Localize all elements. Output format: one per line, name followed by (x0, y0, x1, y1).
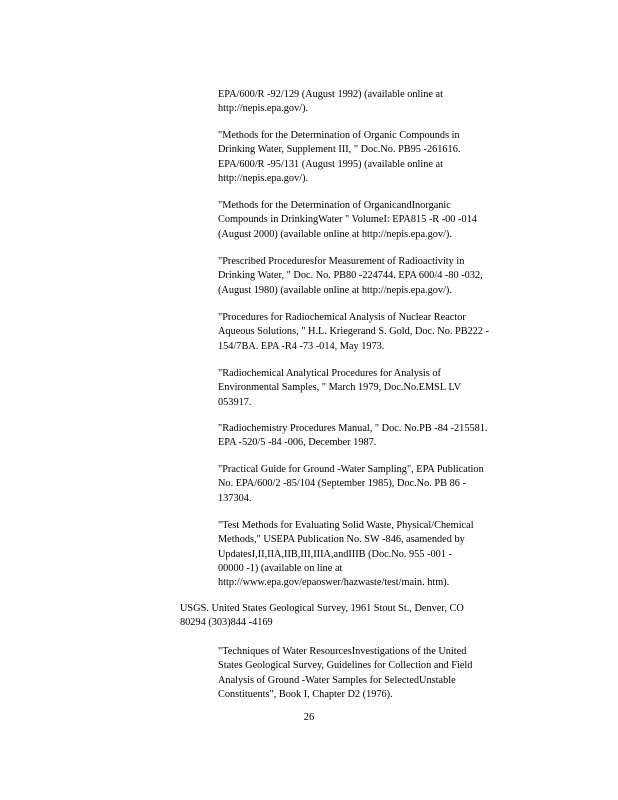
organization-line: 80294 (303)844 -4169 (180, 617, 273, 629)
reference-line: Drinking Water, Supplement III, " Doc.No. PB95 -261616. (218, 144, 461, 156)
reference-line: States Geological Survey, Guidelines for Collection and Field (218, 660, 473, 672)
reference-line: Methods," USEPA Publication No. SW -846, asamended by (218, 534, 465, 546)
reference-entry-radiochemistry-manual (218, 422, 523, 451)
reference-line: Drinking Water, " Doc. No. PB80 -224744. EPA 600/4 -80 -032, (218, 270, 483, 282)
reference-line: 154/7BA. EPA -R4 -73 -014, May 1973. (218, 340, 385, 352)
reference-line: (August 2000) (available online at http://nepis.epa.gov/). (218, 228, 452, 240)
reference-line: 00000 -1) (available on line at (218, 562, 343, 574)
reference-entry-environmental-samples (218, 367, 523, 410)
reference-line: EPA -520/5 -84 -006, December 1987. (218, 437, 377, 449)
reference-line: "Procedures for Radiochemical Analysis of Nuclear Reactor (218, 312, 466, 323)
reference-line: No. EPA/600/2 -85/104 (September 1985), Doc.No. PB 86 - (218, 478, 466, 490)
reference-line: 137304. (218, 492, 252, 504)
reference-line: "Methods for the Determination of Organic Compounds in (218, 130, 460, 141)
reference-entry-organic-compounds-supplement (218, 129, 523, 186)
reference-line: http://nepis.epa.gov/). (218, 103, 309, 115)
reference-line: "Test Methods for Evaluating Solid Waste, Physical/Chemical (218, 520, 474, 531)
reference-line: http://www.epa.gov/epaoswer/hazwaste/test/main. htm). (218, 577, 450, 589)
reference-line: EPA/600/R -92/129 (August 1992) (available online at (218, 89, 443, 100)
reference-line: Aqueous Solutions, " H.L. Kriegerand S. Gold, Doc. No. PB222 - (218, 326, 490, 338)
reference-entry-usgs-techniques (218, 645, 523, 702)
reference-line: (August 1980) (available online at http://nepis.epa.gov/). (218, 284, 452, 296)
reference-line: "Radiochemistry Procedures Manual, " Doc. No.PB -84 -215581. (218, 423, 488, 434)
reference-entry-organic-inorganic (218, 199, 523, 242)
reference-line: UpdatesI,II,IIA,IIB,III,IIIA,andIIIB (Doc.No. 955 -001 - (218, 548, 452, 560)
reference-line: Constituents", Book I, Chapter D2 (1976). (218, 688, 393, 700)
reference-line: "Radiochemical Analytical Procedures for Analysis of (218, 368, 441, 379)
organization-entry-usgs (180, 602, 520, 631)
page-number: 26 (303, 712, 315, 723)
reference-line: "Methods for the Determination of OrganicandInorganic (218, 200, 451, 211)
reference-line: Compounds in DrinkingWater " VolumeI: EPA815 -R -00 -014 (218, 214, 477, 226)
reference-line: 053917. (218, 396, 252, 408)
reference-line: Environmental Samples, " March 1979, Doc.No.EMSL LV (218, 382, 462, 394)
reference-line: Analysis of Ground -Water Samples for SelectedUnstable (218, 674, 456, 686)
reference-line: "Prescribed Proceduresfor Measurement of Radioactivity in (218, 256, 465, 267)
reference-entry-nuclear-reactor (218, 311, 523, 354)
reference-line: http://nepis.epa.gov/). (218, 172, 309, 184)
reference-entry-continued (218, 88, 523, 117)
organization-line: USGS. United States Geological Survey, 1961 Stout St., Denver, CO (180, 603, 464, 614)
reference-line: EPA/600/R -95/131 (August 1995) (available online at (218, 158, 443, 170)
reference-entry-radioactivity (218, 255, 523, 298)
reference-entry-ground-water-sampling (218, 463, 523, 506)
reference-line: "Techniques of Water ResourcesInvestigations of the United (218, 646, 467, 657)
reference-entry-solid-waste (218, 519, 523, 590)
reference-line: "Practical Guide for Ground -Water Sampling", EPA Publication (218, 464, 484, 475)
